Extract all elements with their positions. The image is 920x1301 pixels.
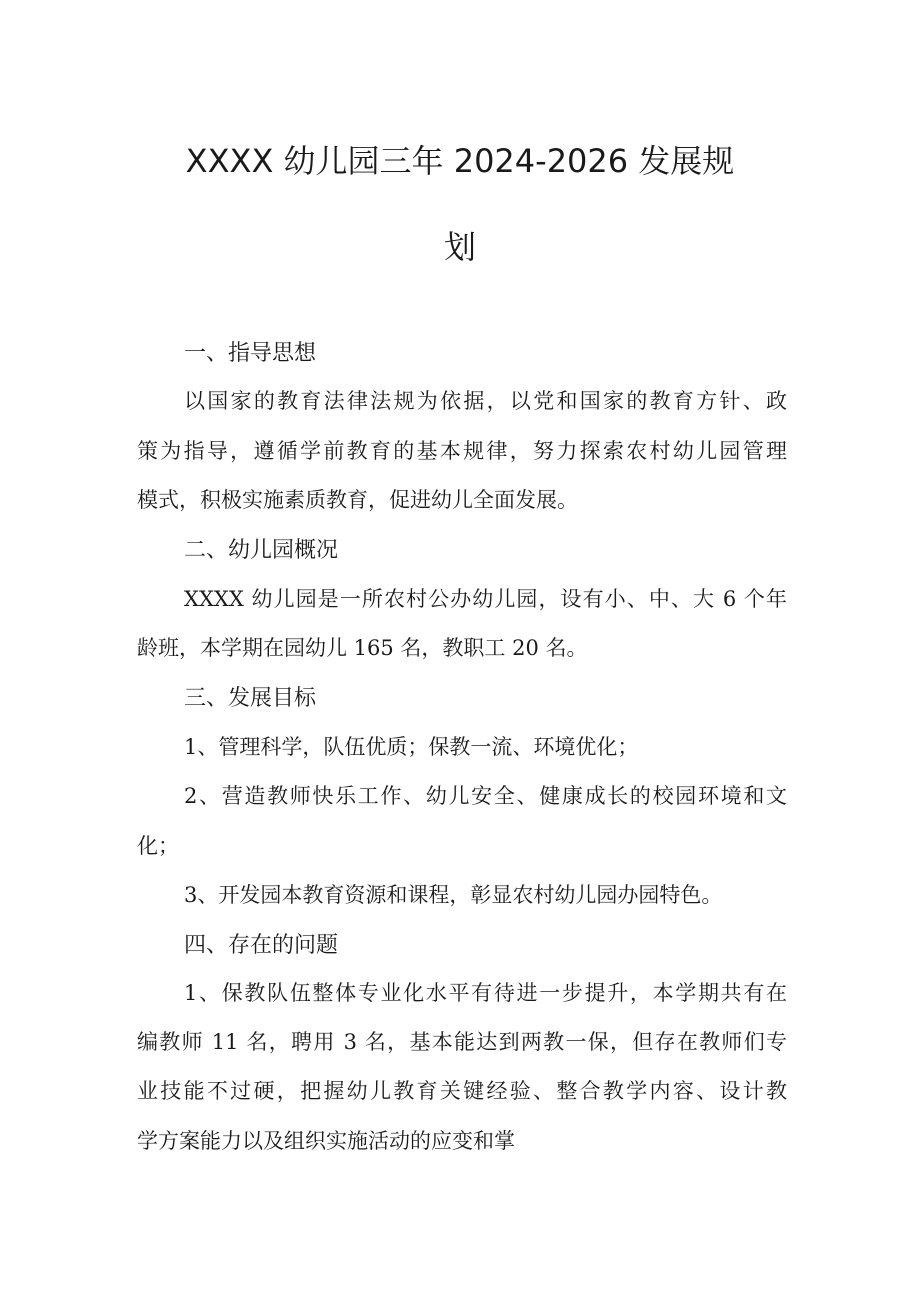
section-heading-guiding-ideology: 一、指导思想 — [184, 341, 317, 366]
paragraph-line: 1、保教队伍整体专业化水平有待进一步提升，本学期共有在 — [184, 981, 787, 1005]
paragraph-line: 模式，积极实施素质教育，促进幼儿全面发展。 — [137, 488, 578, 512]
document-title-line-1: XXXX 幼儿园三年 2024-2026 发展规 — [185, 142, 735, 180]
paragraph-line: 以国家的教育法律法规为依据，以党和国家的教育方针、政 — [184, 389, 787, 413]
paragraph-line: 龄班，本学期在园幼儿 165 名，教职工 20 名。 — [137, 636, 588, 660]
list-item-line: 化； — [137, 834, 179, 858]
paragraph-line: 策为指导，遵循学前教育的基本规律，努力探索农村幼儿园管理 — [137, 439, 787, 463]
list-item-line: 3、开发园本教育资源和课程，彰显农村幼儿园办园特色。 — [184, 883, 723, 907]
list-item-line: 1、管理科学，队伍优质；保教一流、环境优化； — [184, 735, 639, 759]
paragraph-line: 业技能不过硬，把握幼儿教育关键经验、整合教学内容、设计教 — [137, 1079, 787, 1103]
paragraph-line: XXXX 幼儿园是一所农村公办幼儿园，设有小、中、大 6 个年 — [184, 587, 787, 611]
paragraph-line: 学方案能力以及组织实施活动的应变和掌 — [137, 1129, 515, 1153]
list-item-line: 2、营造教师快乐工作、幼儿安全、健康成长的校园环境和文 — [184, 784, 787, 808]
section-heading-development-goals: 三、发展目标 — [184, 686, 317, 711]
section-heading-existing-problems: 四、存在的问题 — [184, 933, 339, 958]
paragraph-line: 编教师 11 名，聘用 3 名，基本能达到两教一保，但存在教师们专 — [137, 1030, 787, 1054]
section-heading-kindergarten-overview: 二、幼儿园概况 — [184, 538, 339, 563]
document-title-line-2: 划 — [443, 228, 476, 266]
